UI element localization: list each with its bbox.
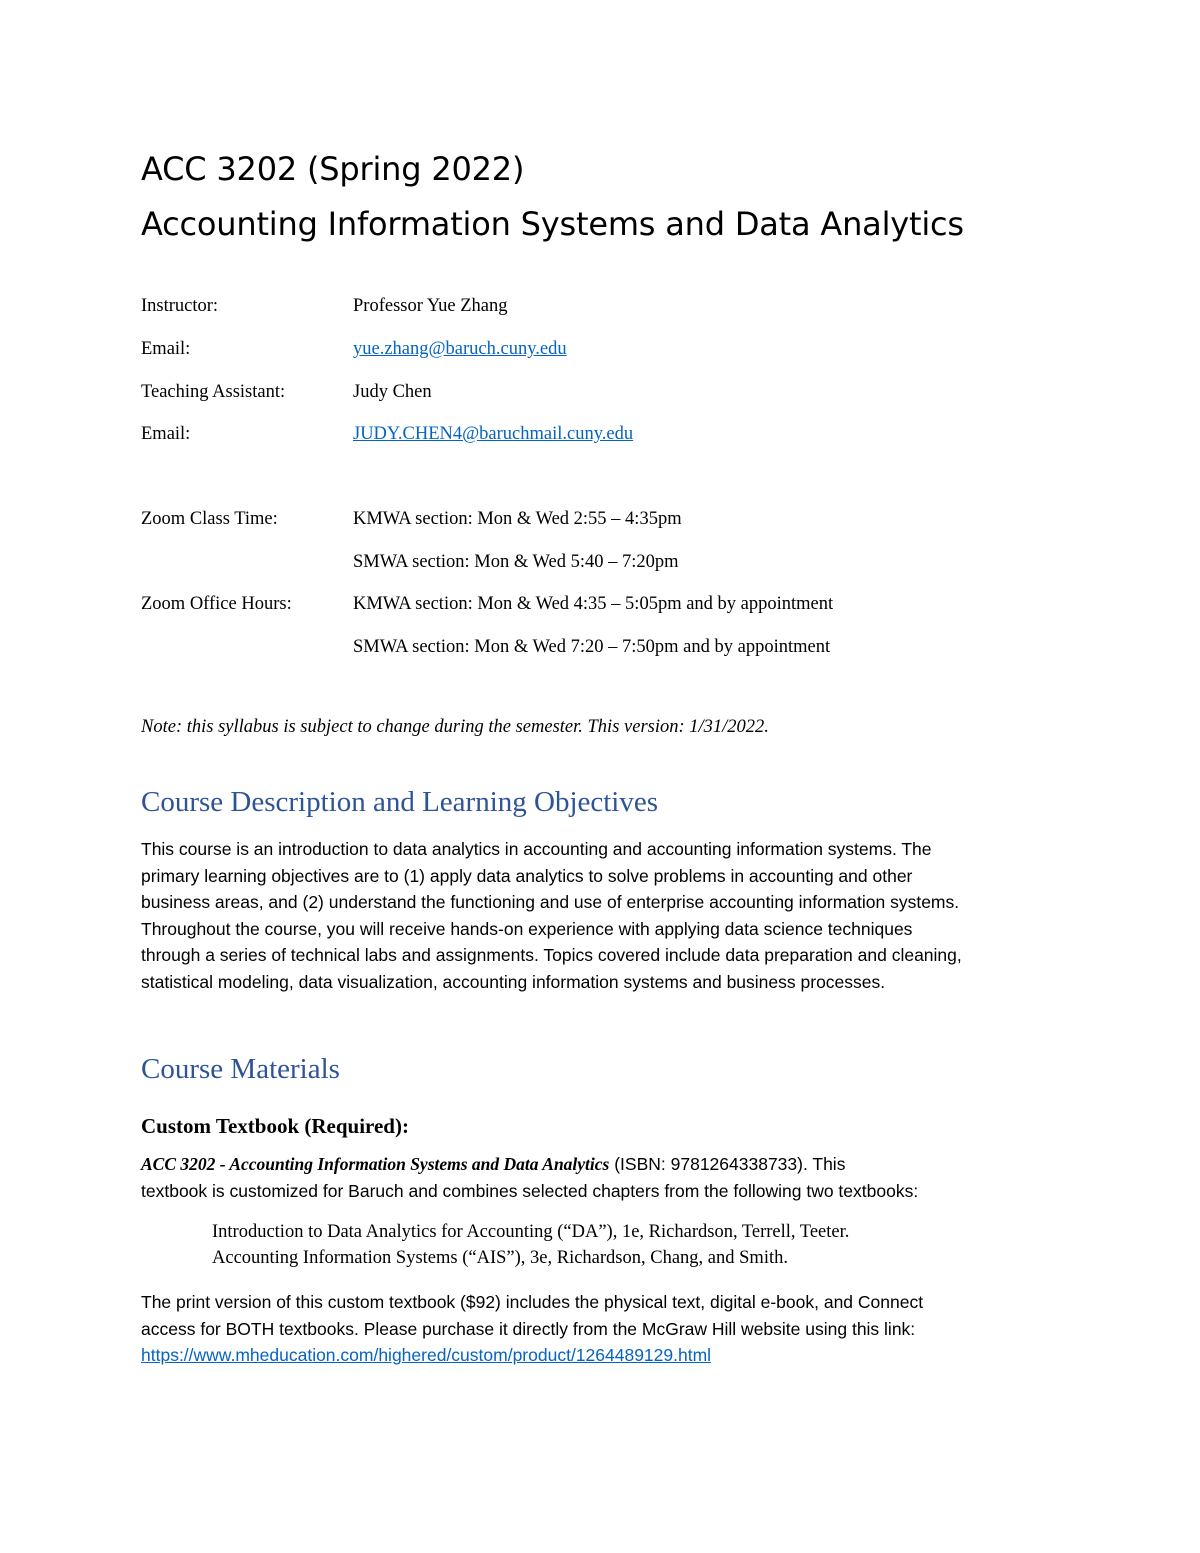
materials-heading: Course Materials xyxy=(141,1053,340,1085)
textbook-paragraph xyxy=(141,1151,1061,1204)
textbook-title: ACC 3202 - Accounting Information Systems and Data Analytics xyxy=(141,1154,610,1174)
course-code-title: ACC 3202 (Spring 2022) xyxy=(141,150,525,188)
description-line: primary learning objectives are to (1) apply data analytics to solve problems in accounting and other xyxy=(141,865,913,886)
textbook-line-1 xyxy=(141,1151,1061,1178)
instructor-label: Instructor: xyxy=(141,296,219,316)
description-line: Throughout the course, you will receive hands-on experience with applying data science techniques xyxy=(141,918,913,939)
description-line: statistical modeling, data visualization, accounting information systems and business processes. xyxy=(141,971,886,992)
course-name-title: Accounting Information Systems and Data Analytics xyxy=(141,205,964,243)
ta-label: Teaching Assistant: xyxy=(141,382,286,402)
textbook-purchase-link[interactable]: https://www.mheducation.com/highered/custom/product/1264489129.html xyxy=(141,1345,712,1365)
description-line: through a series of technical labs and assignments. Topics covered include data preparation and cleaning, xyxy=(141,945,962,965)
textbook-da: Introduction to Data Analytics for Accounting (“DA”), 1e, Richardson, Terrell, Teeter. xyxy=(212,1222,850,1242)
description-heading: Course Description and Learning Objectives xyxy=(141,786,659,818)
office-hours-label: Zoom Office Hours: xyxy=(141,594,292,614)
textbook-ais: Accounting Information Systems (“AIS”), 3e, Richardson, Chang, and Smith. xyxy=(212,1248,788,1268)
custom-textbook-subheading: Custom Textbook (Required): xyxy=(141,1114,409,1138)
syllabus-note: Note: this syllabus is subject to change during the semester. This version: 1/31/2022. xyxy=(141,717,769,737)
description-line: This course is an introduction to data analytics in accounting and accounting information systems. The xyxy=(141,839,932,859)
description-line: business areas, and (2) understand the functioning and use of enterprise accounting information systems. xyxy=(141,892,960,912)
office-hours-smwa: SMWA section: Mon & Wed 7:20 – 7:50pm and by appointment xyxy=(353,637,831,657)
purchase-paragraph xyxy=(141,1289,1061,1369)
textbook-isbn: (ISBN: 9781264338733). This xyxy=(609,1154,846,1174)
purchase-line-2: access for BOTH textbooks. Please purchase it directly from the McGraw Hill website using this link: xyxy=(141,1318,916,1339)
textbook-line-2: textbook is customized for Baruch and combines selected chapters from the following two textbooks: xyxy=(141,1180,919,1201)
ta-email-label: Email: xyxy=(141,424,191,444)
instructor-email-label: Email: xyxy=(141,339,191,359)
ta-email-link[interactable]: JUDY.CHEN4@baruchmail.cuny.edu xyxy=(353,424,634,444)
ta-name: Judy Chen xyxy=(353,382,432,402)
purchase-line-1: The print version of this custom textbook ($92) includes the physical text, digital e-book, and Connect xyxy=(141,1292,924,1312)
instructor-name: Professor Yue Zhang xyxy=(353,296,508,316)
class-time-smwa: SMWA section: Mon & Wed 5:40 – 7:20pm xyxy=(353,552,679,572)
description-paragraph xyxy=(141,836,1061,995)
office-hours-kmwa: KMWA section: Mon & Wed 4:35 – 5:05pm and by appointment xyxy=(353,594,834,614)
class-time-kmwa: KMWA section: Mon & Wed 2:55 – 4:35pm xyxy=(353,509,682,529)
class-time-label: Zoom Class Time: xyxy=(141,509,278,529)
instructor-email-link[interactable]: yue.zhang@baruch.cuny.edu xyxy=(353,339,567,359)
